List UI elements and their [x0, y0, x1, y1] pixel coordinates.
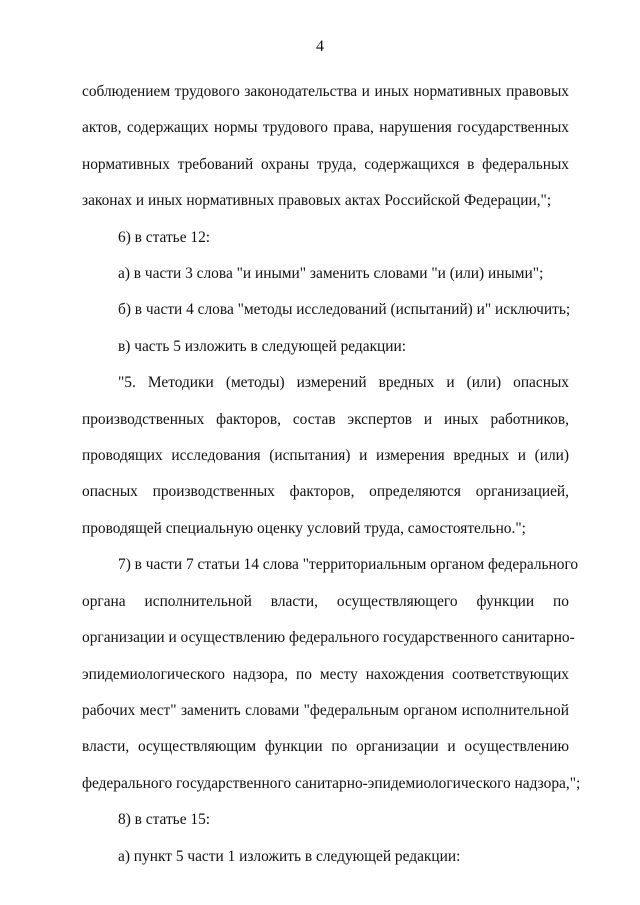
paragraph-item-6b — [82, 292, 569, 328]
text-line: в) часть 5 изложить в следующей редакции: — [118, 337, 407, 355]
paragraph-item-8 — [82, 802, 569, 838]
text-line: организации и осуществлению федерального государственного санитарно- — [82, 629, 575, 647]
paragraph-item-6a — [82, 256, 569, 292]
text-line: эпидемиологического надзора, по месту нахождения соответствующих — [82, 665, 569, 683]
text-line: опасных производственных факторов, определяются организацией, — [82, 483, 569, 501]
text-line: б) в части 4 слова "методы исследований (испытаний) и" исключить; — [118, 301, 571, 319]
text-line: "5. Методики (методы) измерений вредных и (или) опасных — [118, 374, 569, 392]
paragraph-item-7 — [82, 547, 581, 802]
text-line: власти, осуществляющим функции по организации и осуществлению — [82, 738, 569, 756]
text-line: органа исполнительной власти, осуществляющего функции по — [82, 592, 569, 610]
text-line: 8) в статье 15: — [118, 811, 211, 829]
paragraph-item-6 — [82, 220, 569, 256]
page-number: 4 — [316, 38, 324, 55]
text-line: рабочих мест" заменить словами "федеральным органом исполнительной — [82, 701, 569, 719]
text-line: нормативных требований охраны труда, содержащихся в федеральных — [82, 155, 569, 173]
document-body — [82, 74, 581, 875]
text-line: законах и иных нормативных правовых актах Российской Федерации,"; — [82, 192, 552, 210]
paragraph-item-6v — [82, 329, 569, 365]
paragraph-continuation — [82, 74, 569, 220]
text-line: соблюдением трудового законодательства и иных нормативных правовых — [82, 83, 569, 100]
text-line: производственных факторов, состав экспертов и иных работников, — [82, 410, 569, 428]
text-line: 7) в части 7 статьи 14 слова "территориальным органом федерального — [118, 556, 579, 574]
paragraph-item-8a — [82, 839, 569, 875]
paragraph-quoted-part-5 — [82, 365, 569, 547]
text-line: федерального государственного санитарно-эпидемиологического надзора,"; — [82, 774, 581, 792]
text-line: а) в части 3 слова "и иными" заменить словами "и (или) иными"; — [118, 265, 544, 283]
text-line: проводящих исследования (испытания) и измерения вредных и (или) — [82, 447, 569, 465]
text-line: актов, содержащих нормы трудового права, нарушения государственных — [82, 119, 569, 137]
text-line: проводящей специальную оценку условий труда, самостоятельно."; — [82, 519, 526, 537]
text-line: 6) в статье 12: — [118, 228, 211, 246]
text-line: а) пункт 5 части 1 изложить в следующей редакции: — [118, 847, 461, 865]
